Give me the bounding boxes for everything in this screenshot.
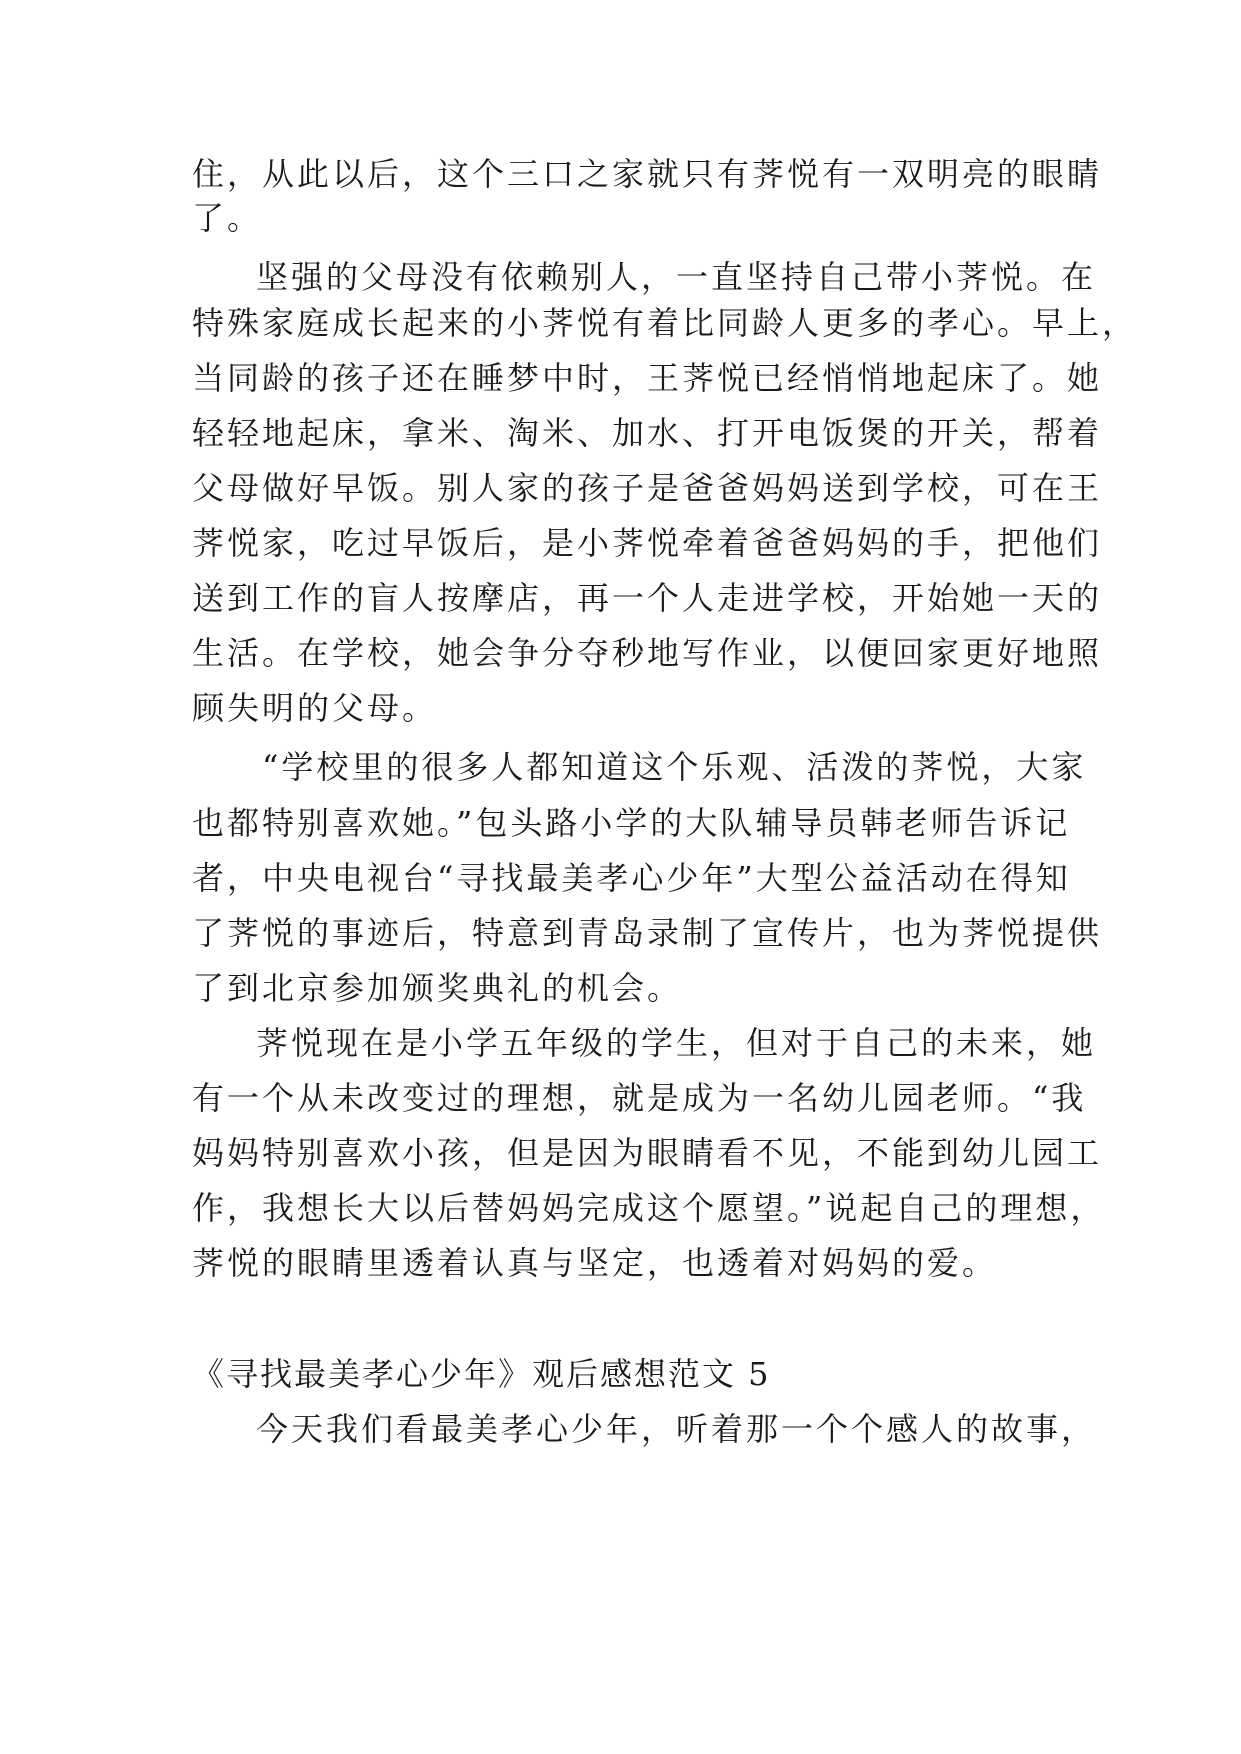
text-line: 当同龄的孩子还在睡梦中时，王荠悦已经悄悄地起床了。她 [192,359,1103,397]
text-line: 住，从此以后，这个三口之家就只有荠悦有一双明亮的眼睛 [192,155,1103,193]
text-line: 顾失明的父母。 [192,689,438,727]
text-line: 妈妈特别喜欢小孩，但是因为眼睛看不见，不能到幼儿园工 [192,1134,1103,1172]
text-line: 荠悦现在是小学五年级的学生，但对于自己的未来，她 [256,1024,1097,1062]
text-line: 轻轻地起床，拿米、淘米、加水、打开电饭煲的开关，帮着 [192,414,1103,452]
text-line: “学校里的很多人都知道这个乐观、活泼的荠悦，大家 [262,748,1087,786]
text-line: 了荠悦的事迹后，特意到青岛录制了宣传片，也为荠悦提供 [192,914,1103,952]
text-line: 有一个从未改变过的理想，就是成为一名幼儿园老师。“我 [192,1079,1087,1117]
text-line: 作，我想长大以后替妈妈完成这个愿望。”说起自己的理想， [192,1189,1106,1227]
text-line: 了。 [192,199,263,237]
section-heading: 《寻找最美孝心少年》观后感想范文 5 [192,1355,771,1393]
text-line: 坚强的父母没有依赖别人，一直坚持自己带小荠悦。在 [256,258,1097,296]
text-line: 生活。在学校，她会争分夺秒地写作业，以便回家更好地照 [192,634,1103,672]
text-line: 荠悦的眼睛里透着认真与坚定，也透着对妈妈的爱。 [192,1244,998,1282]
text-line: 父母做好早饭。别人家的孩子是爸爸妈妈送到学校，可在王 [192,469,1103,507]
text-line: 了到北京参加颁奖典礼的机会。 [192,969,683,1007]
text-line: 特殊家庭成长起来的小荠悦有着比同龄人更多的孝心。早上， [192,304,1138,342]
text-line: 送到工作的盲人按摩店，再一个人走进学校，开始她一天的 [192,579,1103,617]
text-line: 今天我们看最美孝心少年，听着那一个个感人的故事， [256,1410,1097,1448]
text-line: 荠悦家，吃过早饭后，是小荠悦牵着爸爸妈妈的手，把他们 [192,524,1103,562]
text-line: 者，中央电视台“寻找最美孝心少年”大型公益活动在得知 [192,859,1071,897]
text-line: 也都特别喜欢她。”包头路小学的大队辅导员韩老师告诉记 [192,804,1071,842]
